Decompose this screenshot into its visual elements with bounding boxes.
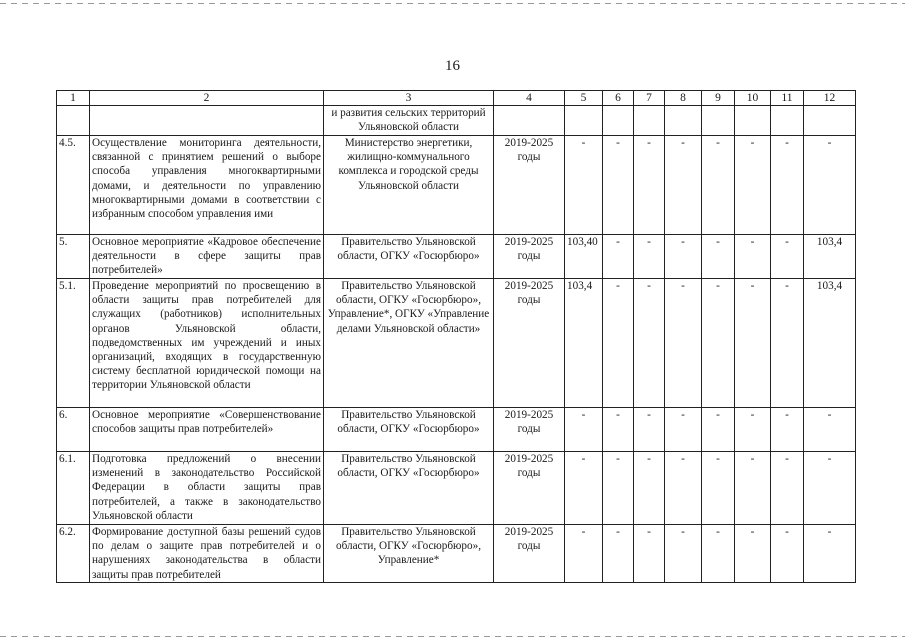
value-col9: - xyxy=(702,235,735,279)
value-col6: - xyxy=(603,136,634,235)
value-col10: - xyxy=(735,279,771,408)
value-col7: - xyxy=(634,452,665,525)
value-col8: - xyxy=(665,235,702,279)
header-cell: 3 xyxy=(324,91,494,106)
table-row xyxy=(57,408,856,452)
header-cell: 9 xyxy=(702,91,735,106)
executor: Правительство Ульяновской области, ОГКУ «Госюрбюро», Управление*, ОГКУ «Управление делами Ульяновской области» xyxy=(324,279,494,408)
executor: Министерство энергетики, жилищно-коммунального комплекса и городской среды Ульяновской области xyxy=(324,136,494,235)
header-cell: 12 xyxy=(804,91,856,106)
value-col12: - xyxy=(804,408,856,452)
table-row xyxy=(57,136,856,235)
executor: Правительство Ульяновской области, ОГКУ «Госюрбюро» xyxy=(324,452,494,525)
value-col8: - xyxy=(665,525,702,583)
scan-edge-top xyxy=(0,3,905,4)
term: 2019-2025 годы xyxy=(494,408,565,452)
value-col10: - xyxy=(735,525,771,583)
value-col10: - xyxy=(735,136,771,235)
value-col12: 103,4 xyxy=(804,235,856,279)
value-col7: - xyxy=(634,279,665,408)
term: 2019-2025 годы xyxy=(494,279,565,408)
row-number: 5.1. xyxy=(57,279,90,408)
row-number: 4.5. xyxy=(57,136,90,235)
value-col12: - xyxy=(804,136,856,235)
executor: и развития сельских территорий Ульяновской области xyxy=(324,106,494,136)
value-col11: - xyxy=(771,235,804,279)
term: 2019-2025 годы xyxy=(494,235,565,279)
value-col6: - xyxy=(603,279,634,408)
row-number: 6.1. xyxy=(57,452,90,525)
row-number: 6.2. xyxy=(57,525,90,583)
executor: Правительство Ульяновской области, ОГКУ «Госюрбюро» xyxy=(324,235,494,279)
value-col8: - xyxy=(665,452,702,525)
header-cell: 1 xyxy=(57,91,90,106)
value-col5: 103,4 xyxy=(565,279,603,408)
header-cell: 10 xyxy=(735,91,771,106)
scan-edge-bottom xyxy=(0,636,905,637)
value-col11: - xyxy=(771,408,804,452)
value-col11: - xyxy=(771,525,804,583)
page-number: 16 xyxy=(445,58,460,74)
value-col11: - xyxy=(771,452,804,525)
executor: Правительство Ульяновской области, ОГКУ «Госюрбюро» xyxy=(324,408,494,452)
table-row xyxy=(57,106,856,136)
table-row xyxy=(57,235,856,279)
value-col8: - xyxy=(665,136,702,235)
header-cell: 8 xyxy=(665,91,702,106)
value-col9 xyxy=(702,106,735,136)
value-col12: 103,4 xyxy=(804,279,856,408)
table-row xyxy=(57,452,856,525)
value-col7: - xyxy=(634,136,665,235)
executor: Правительство Ульяновской области, ОГКУ «Госюрбюро», Управление* xyxy=(324,525,494,583)
value-col5: 103,40 xyxy=(565,235,603,279)
table-row xyxy=(57,279,856,408)
activity-name: Формирование доступной базы решений судов по делам о защите прав потребителей и о нарушениях законодательства в области защиты прав потребителей xyxy=(90,525,324,583)
activity-name: Основное мероприятие «Кадровое обеспечение деятельности в сфере защиты прав потребителей» xyxy=(90,235,324,279)
activity-name: Осуществление мониторинга деятельности, связанной с принятием решений о выборе способа управления многоквартирными домами, и деятельности по управлению многоквартирными домами в соответствии с избранным способом управления ими xyxy=(90,136,324,235)
value-col5: - xyxy=(565,136,603,235)
header-cell: 11 xyxy=(771,91,804,106)
value-col5: - xyxy=(565,525,603,583)
activity-name: Основное мероприятие «Совершенствование способов защиты прав потребителей» xyxy=(90,408,324,452)
term: 2019-2025 годы xyxy=(494,136,565,235)
value-col9: - xyxy=(702,408,735,452)
value-col6: - xyxy=(603,525,634,583)
header-cell: 2 xyxy=(90,91,324,106)
term xyxy=(494,106,565,136)
header-cell: 4 xyxy=(494,91,565,106)
value-col9: - xyxy=(702,136,735,235)
activity-name: Проведение мероприятий по просвещению в области защиты прав потребителей для служащих (работников) исполнительных органов Ульяновской области, подведомственных им учреждений и иных организаций, входящих в государственную систему бесплатной юридической помощи на территории Ульяновской области xyxy=(90,279,324,408)
value-col8 xyxy=(665,106,702,136)
activity-name xyxy=(90,106,324,136)
table-row xyxy=(57,525,856,583)
plan-table xyxy=(56,90,856,583)
value-col7 xyxy=(634,106,665,136)
value-col7: - xyxy=(634,235,665,279)
value-col10: - xyxy=(735,452,771,525)
value-col11: - xyxy=(771,136,804,235)
value-col11 xyxy=(771,106,804,136)
value-col5: - xyxy=(565,452,603,525)
value-col8: - xyxy=(665,408,702,452)
value-col12: - xyxy=(804,525,856,583)
term: 2019-2025 годы xyxy=(494,452,565,525)
value-col7: - xyxy=(634,408,665,452)
value-col7: - xyxy=(634,525,665,583)
value-col12 xyxy=(804,106,856,136)
header-cell: 6 xyxy=(603,91,634,106)
header-cell: 7 xyxy=(634,91,665,106)
value-col9: - xyxy=(702,279,735,408)
value-col6: - xyxy=(603,408,634,452)
value-col6 xyxy=(603,106,634,136)
value-col8: - xyxy=(665,279,702,408)
value-col12: - xyxy=(804,452,856,525)
value-col11: - xyxy=(771,279,804,408)
value-col9: - xyxy=(702,525,735,583)
value-col10: - xyxy=(735,235,771,279)
activity-name: Подготовка предложений о внесении изменений в законодательство Российской Федерации в области защиты прав потребителей, а также в законодательство Ульяновской области xyxy=(90,452,324,525)
row-number: 6. xyxy=(57,408,90,452)
value-col5 xyxy=(565,106,603,136)
row-number xyxy=(57,106,90,136)
value-col6: - xyxy=(603,235,634,279)
value-col6: - xyxy=(603,452,634,525)
term: 2019-2025 годы xyxy=(494,525,565,583)
header-cell: 5 xyxy=(565,91,603,106)
row-number: 5. xyxy=(57,235,90,279)
value-col10: - xyxy=(735,408,771,452)
value-col9: - xyxy=(702,452,735,525)
header-row xyxy=(57,91,856,106)
value-col5: - xyxy=(565,408,603,452)
value-col10 xyxy=(735,106,771,136)
